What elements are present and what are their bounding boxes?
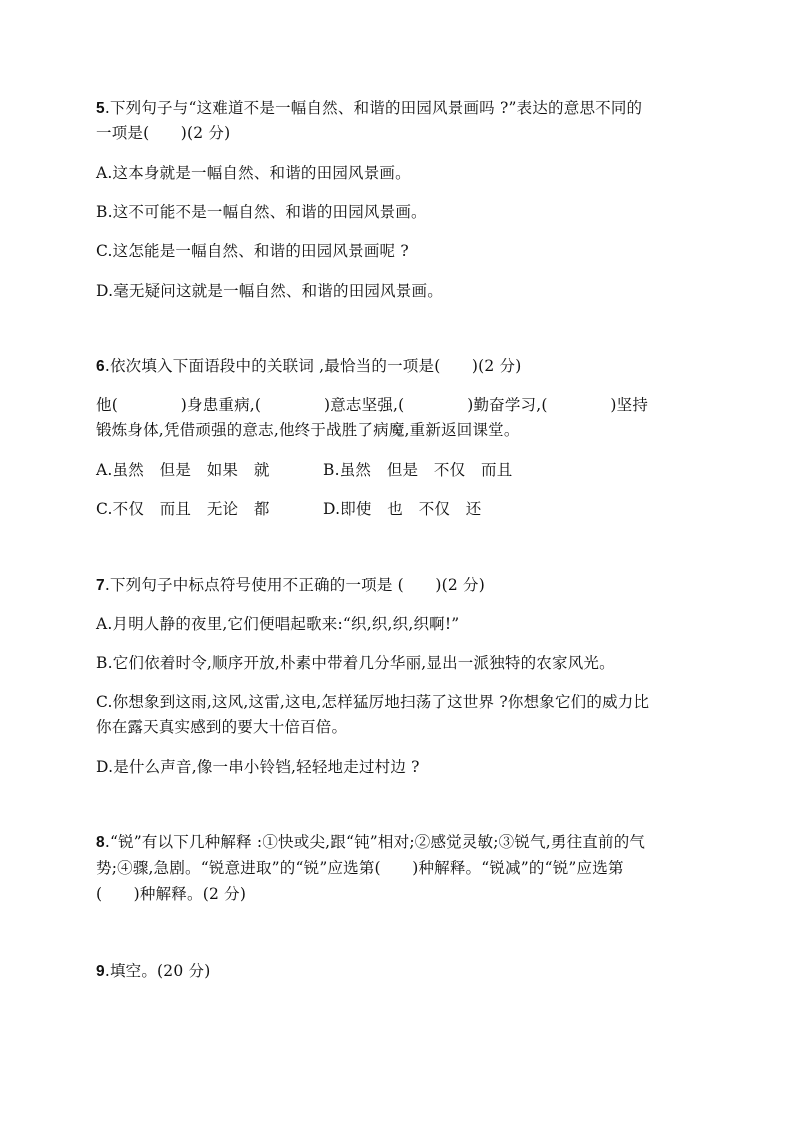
q7-option-c-line1: C.你想象到这雨,这风,这雷,这电,怎样猛厉地扫荡了这世界 ?你想象它们的威力比 xyxy=(96,693,650,711)
q6-options-row1 xyxy=(96,460,512,480)
q6-passage-line2: 锻炼身体,凭借顽强的意志,他终于战胜了病魔,重新返回课堂。 xyxy=(96,421,520,439)
q9-number: 9 xyxy=(96,963,105,980)
q8-line2: 势;④骤,急剧。“锐意进取”的“锐”应选第( )种解释。“锐减”的“锐”应选第 xyxy=(96,859,624,877)
q7-option-b: B.它们依着时令,顺序开放,朴素中带着几分华丽,显出一派独特的农家风光。 xyxy=(96,654,615,672)
q8-number: 8 xyxy=(96,834,105,851)
q5-number: 5 xyxy=(96,100,105,117)
q7-stem xyxy=(96,575,485,596)
q6-options-row2 xyxy=(96,499,482,519)
q5-stem-line1 xyxy=(96,98,642,119)
q7-number: 7 xyxy=(96,577,105,594)
q9-stem-text: .填空。(20 分) xyxy=(104,962,211,980)
q6-option-d: D.即使 也 不仅 还 xyxy=(323,500,482,518)
q5-option-b: B.这不可能不是一幅自然、和谐的田园风景画。 xyxy=(96,203,427,221)
q6-number: 6 xyxy=(96,358,105,375)
q8-line1 xyxy=(96,832,645,853)
q9-stem xyxy=(96,961,211,982)
q5-option-c: C.这怎能是一幅自然、和谐的田园风景画呢 ? xyxy=(96,242,409,260)
q7-option-d: D.是什么声音,像一串小铃铛,轻轻地走过村边 ? xyxy=(96,758,420,776)
q6-passage-line1: 他( )身患重病,( )意志坚强,( )勤奋学习,( )坚持 xyxy=(96,396,649,414)
q5-stem-line2: 一项是( )(2 分) xyxy=(96,124,231,142)
q7-stem-text: .下列句子中标点符号使用不正确的一项是 ( )(2 分) xyxy=(104,576,485,594)
q5-option-a: A.这本身就是一幅自然、和谐的田园风景画。 xyxy=(96,164,411,182)
q5-option-d: D.毫无疑问这就是一幅自然、和谐的田园风景画。 xyxy=(96,282,443,300)
q7-option-c-line2: 你在露天真实感到的要大十倍百倍。 xyxy=(96,718,348,736)
q6-option-c: C.不仅 而且 无论 都 xyxy=(96,500,270,518)
q8-text1: .“锐”有以下几种解释 :①快或尖,跟“钝”相对;②感觉灵敏;③锐气,勇往直前的气 xyxy=(104,833,646,851)
q6-option-a: A.虽然 但是 如果 就 xyxy=(96,461,270,479)
q7-option-a: A.月明人静的夜里,它们便唱起歌来:“织,织,织,织啊!” xyxy=(96,615,460,633)
q6-stem xyxy=(96,356,522,377)
q6-stem-text: .依次填入下面语段中的关联词 ,最恰当的一项是( )(2 分) xyxy=(104,357,522,375)
q5-stem-text1: .下列句子与“这难道不是一幅自然、和谐的田园风景画吗 ?”表达的意思不同的 xyxy=(104,99,643,117)
q6-option-b: B.虽然 但是 不仅 而且 xyxy=(323,461,513,479)
q8-line3: ( )种解释。(2 分) xyxy=(96,885,247,903)
